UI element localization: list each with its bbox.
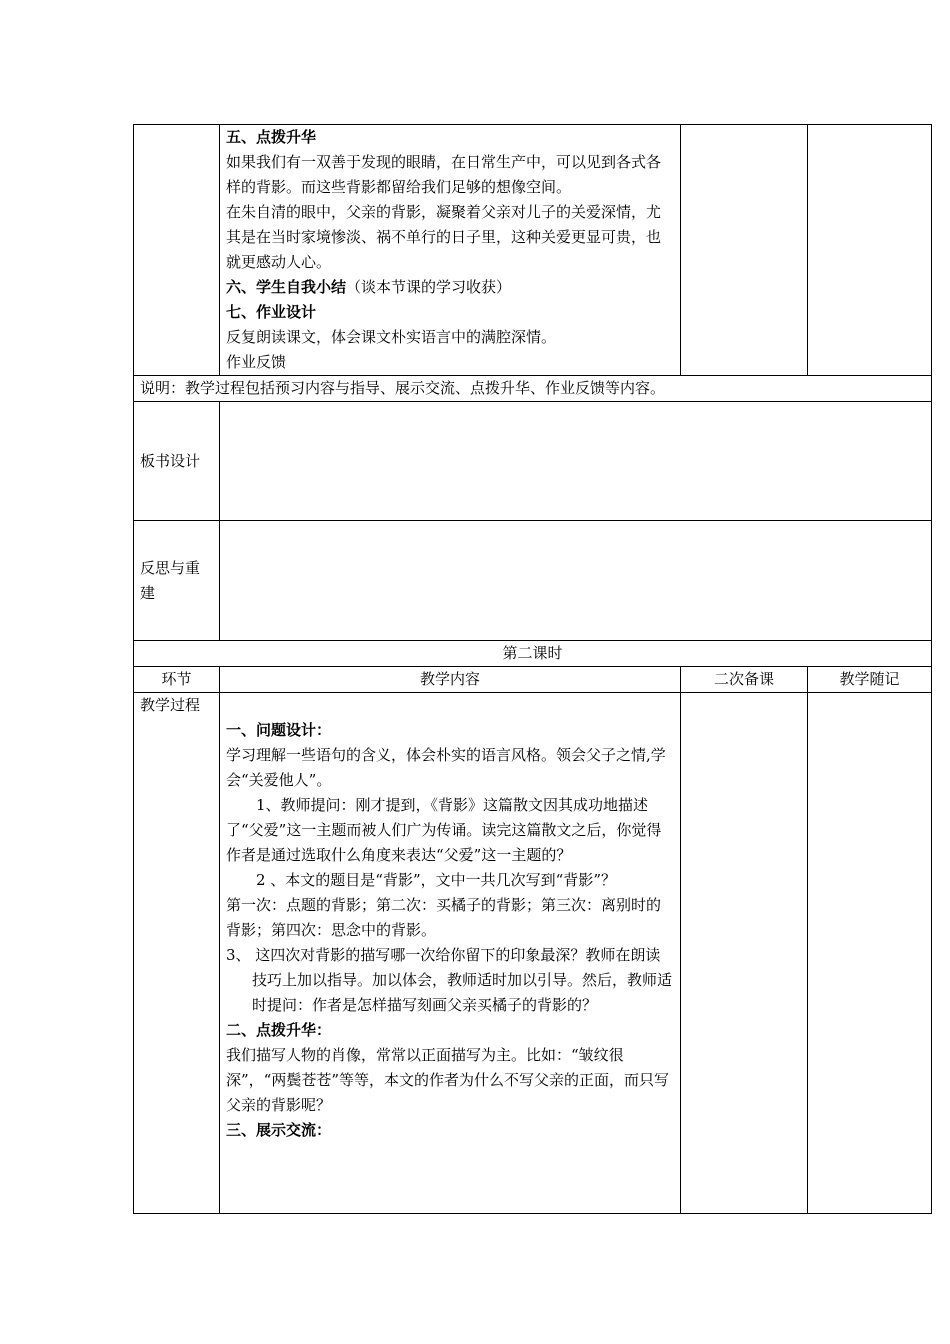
top-notes-cell (808, 125, 932, 376)
problem-design-text: 学习理解一些语句的含义，体会朴实的语言风格。领会父子之情,学会“关爱他人”。 (226, 746, 666, 789)
exchange-heading: 三、展示交流： (226, 1121, 332, 1139)
lesson2-title: 第二课时 (134, 641, 932, 667)
lesson2-content (220, 693, 681, 1214)
top-content-cell (220, 125, 681, 376)
lesson2-title-row (134, 641, 932, 667)
elevate-heading: 二、点拨升华： (226, 1021, 332, 1039)
section-6-note: （谈本节课的学习收获） (346, 278, 512, 296)
section-5-heading: 五、点拨升华 (226, 128, 317, 146)
elevate-text: 我们描写人物的肖像，常常以正面描写为主。比如：“皱纹很深”，“两鬓苍苍”等等，本文的作者为什么不写父亲的正面，而只写父亲的背影呢？ (226, 1046, 670, 1114)
top-label-cell (134, 125, 220, 376)
board-row (134, 402, 932, 521)
header-stage: 环节 (134, 667, 220, 693)
section-6-heading: 六、学生自我小结 (226, 278, 347, 296)
header-second-prep: 二次备课 (681, 667, 808, 693)
top-second-prep-cell (681, 125, 808, 376)
question-2: 2 、本文的题目是“背影”，文中一共几次写到“背影”？ (256, 871, 616, 889)
top-content-row (134, 125, 932, 376)
problem-design-heading: 一、问题设计： (226, 721, 332, 739)
board-content (220, 402, 932, 521)
header-content: 教学内容 (220, 667, 681, 693)
lesson2-body-row (134, 693, 932, 1214)
board-label: 板书设计 (134, 402, 220, 521)
note-cell: 说明：教学过程包括预习内容与指导、展示交流、点拨升华、作业反馈等内容。 (134, 376, 932, 402)
stage-label: 教学过程 (134, 693, 220, 1214)
lesson2-header-row (134, 667, 932, 693)
question-3: 3、 这四次对背影的描写哪一次给你留下的印象最深？教师在朗读技巧上加以指导。加以体会，教师适时加以引导。然后，教师适时提问：作者是怎样描写刻画父亲买橘子的背影的？ (226, 946, 673, 1014)
homework-text: 反复朗读课文，体会课文朴实语言中的满腔深情。 (226, 328, 557, 346)
lesson-plan-table (133, 124, 932, 1214)
section-6-line (226, 275, 674, 300)
section-7-heading: 七、作业设计 (226, 303, 317, 321)
reflect-content (220, 521, 932, 641)
lesson2-second-prep (681, 693, 808, 1214)
reflect-row (134, 521, 932, 641)
lesson2-notes (808, 693, 932, 1214)
homework-feedback: 作业反馈 (226, 353, 287, 371)
header-notes: 教学随记 (808, 667, 932, 693)
section-5-text-b: 在朱自清的眼中，父亲的背影，凝聚着父亲对儿子的关爱深情，尤其是在当时家境惨淡、祸不单行的日子里，这种关爱更显可贵，也就更感动人心。 (226, 203, 662, 271)
reflect-label: 反思与重建 (134, 521, 220, 641)
question-1: 1、教师提问：刚才提到，《背影》这篇散文因其成功地描述了“父爱”这一主题而被人们广为传诵。读完这篇散文之后，你觉得作者是通过选取什么角度来表达“父爱”这一主题的？ (226, 796, 662, 864)
section-5-text: 如果我们有一双善于发现的眼睛，在日常生产中，可以见到各式各样的背影。而这些背影都留给我们足够的想像空间。 (226, 153, 662, 196)
note-row (134, 376, 932, 402)
answer-2: 第一次：点题的背影；第二次：买橘子的背影；第三次：离别时的背影；第四次：思念中的背影。 (226, 896, 662, 939)
